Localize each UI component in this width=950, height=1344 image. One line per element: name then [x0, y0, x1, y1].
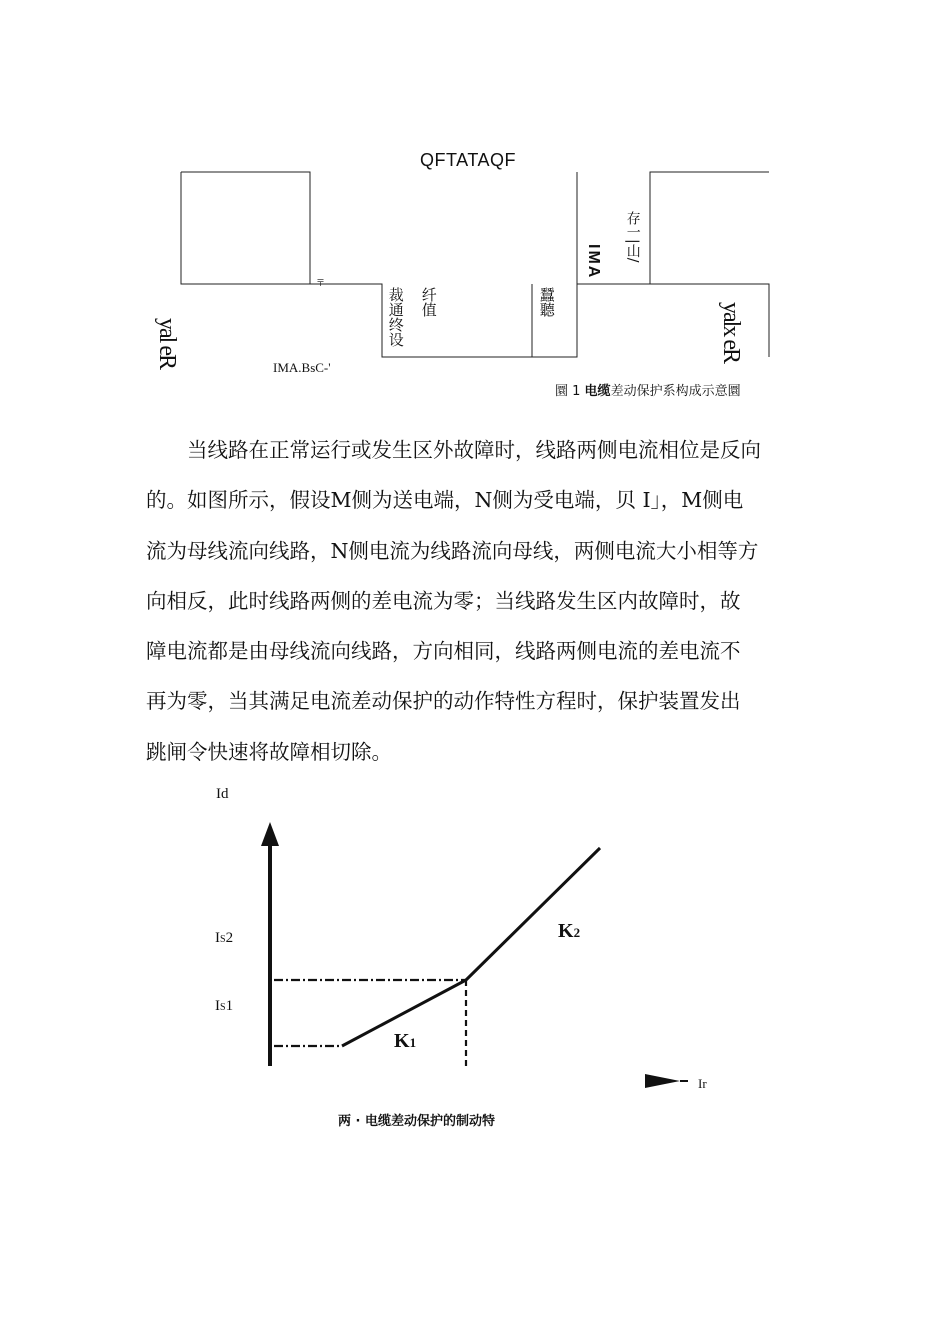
- is2-label: IS2: [215, 930, 234, 946]
- figure-1-small-mark: 〒: [316, 278, 326, 288]
- x-axis-label: Ir: [698, 1076, 707, 1091]
- figure-1-left-rotated-label: yal eR: [154, 318, 180, 368]
- figure-1-box-label-col1: 裁通终设: [386, 287, 405, 347]
- figure-1-vertical-right-label: 存一|山/: [624, 211, 641, 263]
- k1-label: K1: [394, 1030, 417, 1052]
- is1-label: IS1: [215, 998, 234, 1014]
- figure-1-caption-bold: 电缆: [584, 384, 611, 399]
- figure-1-right-rotated-label: yalx eR: [718, 302, 744, 362]
- body-line-4: 向相反，此时线路两侧的差电流为零；当线路发生区内故障时，故: [146, 588, 741, 613]
- body-line-5: 障电流都是由母线流向线路，方向相同，线路两侧电流的差电流不: [146, 639, 741, 664]
- body-line-7: 跳闸令快速将故障相切除。: [146, 739, 392, 764]
- figure-1-box-label-col2: 纤值: [419, 287, 438, 317]
- body-line-3: 流为母线流向线路，N侧电流为线路流向母线，两侧电流大小相等方: [146, 538, 759, 563]
- figure-1-box-label-col3: 蠶聽: [537, 287, 556, 317]
- figure-1-bottom-left-label: IMA.BsC-': [273, 360, 331, 375]
- body-line-2: 的。如图所示，假设M侧为送电端，N侧为受电端，贝 I」，M侧电: [146, 488, 744, 513]
- figure-1-vertical-bold-label: IMA: [585, 244, 602, 280]
- body-line-1: 当线路在正常运行或发生区外故障时，线路两侧电流相位是反向: [146, 438, 761, 462]
- y-axis-label: Id: [216, 786, 229, 802]
- k2-label: K2: [558, 920, 581, 942]
- k2-line: [466, 848, 600, 980]
- figure-2-caption: 两 · 电缆差动保护的制动特: [338, 1114, 495, 1129]
- figure-1-caption-rest: 差动保护系构成示意圜: [610, 384, 741, 399]
- figure-1-top-label: QFTATAQF: [420, 150, 516, 170]
- x-axis-arrowhead: [645, 1074, 680, 1088]
- body-line-6: 再为零，当其满足电流差动保护的动作特性方程时，保护装置发出: [146, 689, 741, 714]
- y-axis-arrowhead: [261, 822, 279, 846]
- figure-1-caption-prefix: 圜 1: [555, 384, 585, 399]
